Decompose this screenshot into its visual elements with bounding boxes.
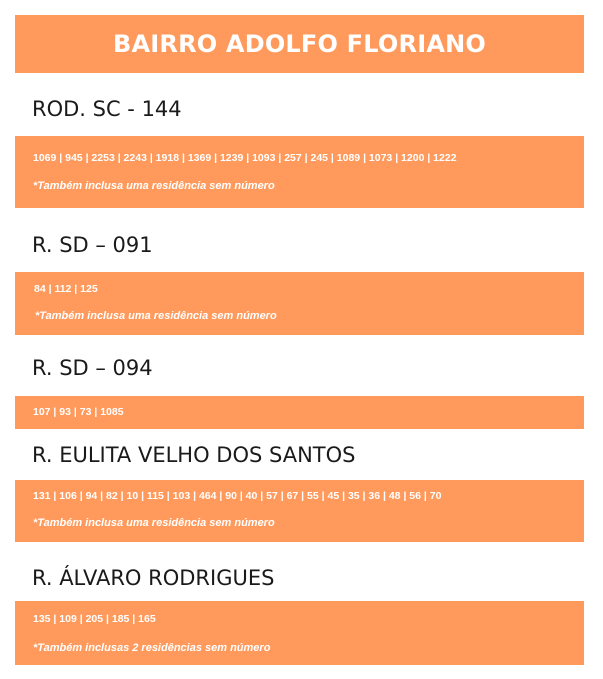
street-numbers-panel: [15, 480, 584, 542]
page-title: BAIRRO ADOLFO FLORIANO: [15, 15, 584, 73]
house-numbers: 84 | 112 | 125: [34, 283, 98, 295]
street-name: R. SD – 094: [32, 356, 153, 380]
street-numbers-panel: [15, 272, 584, 335]
street-name: ROD. SC - 144: [32, 97, 182, 121]
street-numbers-panel: [15, 136, 584, 208]
house-numbers: 135 | 109 | 205 | 185 | 165: [33, 613, 156, 625]
house-numbers: 107 | 93 | 73 | 1085: [33, 406, 124, 418]
street-name: R. ÁLVARO RODRIGUES: [32, 566, 275, 590]
street-name: R. SD – 091: [32, 233, 153, 257]
street-numbers-panel: [15, 396, 584, 429]
note: *Também inclusa uma residência sem número: [35, 310, 277, 322]
note: *Também inclusa uma residência sem número: [33, 517, 275, 529]
note: *Também inclusa uma residência sem número: [33, 180, 275, 192]
street-name: R. EULITA VELHO DOS SANTOS: [32, 443, 356, 467]
note: *Também inclusas 2 residências sem número: [33, 642, 271, 654]
house-numbers: 1069 | 945 | 2253 | 2243 | 1918 | 1369 | 1239 | 1093 | 257 | 245 | 1089 | 1073 | 1200 | 1222: [33, 152, 457, 164]
street-numbers-panel: [15, 601, 584, 665]
house-numbers: 131 | 106 | 94 | 82 | 10 | 115 | 103 | 464 | 90 | 40 | 57 | 67 | 55 | 45 | 35 | 36 | 48 | 56 | 70: [33, 490, 442, 502]
